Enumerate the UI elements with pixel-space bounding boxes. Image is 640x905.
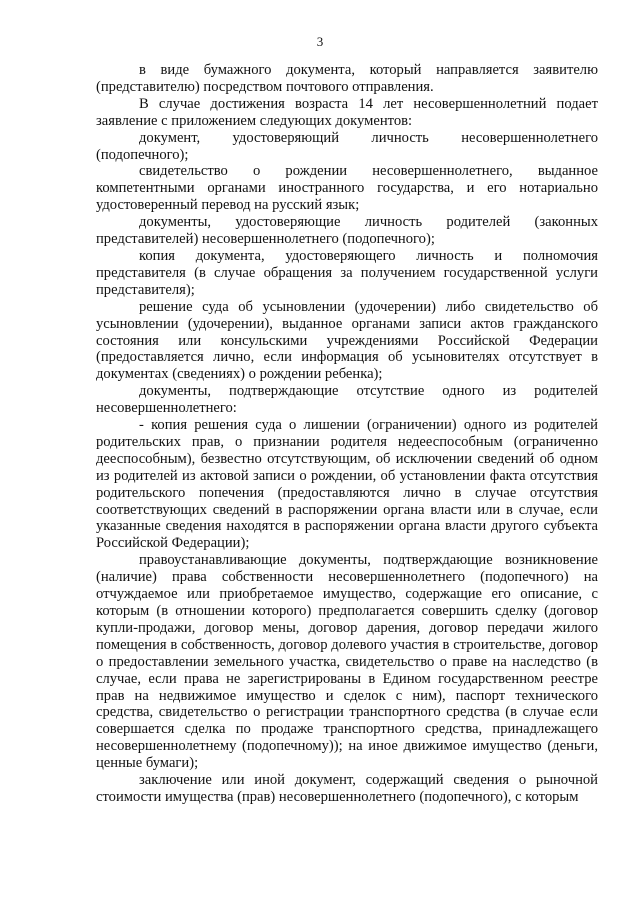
document-body [96, 62, 598, 806]
paragraph-adoption-decision: решение суда об усыновлении (удочерении) либо свидетельство об усыновлении (удочерении), выданное органами записи актов гражданского состояния или консульскими учреждениями Российской Федерации (предоставляется лично, если информация об усыновителях отсутствует в документах (сведениях) о рождении ребенка); [96, 298, 598, 383]
paragraph-birth-certificate: свидетельство о рождении несовершеннолетнего, выданное компетентными органами иностранного государства, и его нотариально удостоверенный перевод на русский язык; [96, 163, 598, 214]
paragraph-parents-identity: документы, удостоверяющие личность родителей (законных представителей) несовершеннолетнего (подопечного); [96, 214, 598, 248]
page-number: 3 [316, 34, 324, 49]
paragraph-identity-document: документ, удостоверяющий личность несовершеннолетнего (подопечного); [96, 129, 598, 163]
paragraph-title-documents: правоустанавливающие документы, подтверждающие возникновение (наличие) права собственности несовершеннолетнего (подопечного) на отчуждаемое или приобретаемое имущество, содержащие его описание, с которым (в отношении которого) предполагается совершить сделку (договор купли-продажи, договор мены, договор дарения, договор передачи жилого помещения в собственность, договор долевого участия в строительстве, договор о предоставлении земельного участка, свидетельство о праве на наследство (в случае, если права не зарегистрированы в Едином государственном реестре прав на недвижимое имущество и сделок с ним), паспорт технического средства, свидетельство о регистрации транспортного средства (в случае если совершается сделка по продаже транспортного средства, принадлежащего несовершеннолетнему (подопечному)); на иное движимое имущество (деньги, ценные бумаги); [96, 552, 598, 772]
paragraph-market-value: заключение или иной документ, содержащий сведения о рыночной стоимости имущества (прав) несовершеннолетнего (подопечного), с которым [96, 772, 598, 805]
paragraph-delivery-method: в виде бумажного документа, который направляется заявителю (представителю) посредством почтового отправления. [96, 62, 598, 95]
paragraph-age-14-intro: В случае достижения возраста 14 лет несовершеннолетний подает заявление с приложением следующих документов: [96, 95, 598, 129]
paragraph-representative-copy: копия документа, удостоверяющего личность и полномочия представителя (в случае обращения за получением государственной услуги представителя); [96, 247, 598, 298]
paragraph-court-decision-copy: - копия решения суда о лишении (ограничении) одного из родителей родительских прав, о признании родителя недееспособным (ограниченно дееспособным), безвестно отсутствующим, об исключении сведений об одном из родителей из актовой записи о рождении, об установлении факта отсутствия родительского попечения (предоставляются лично в случае отсутствия соответствующих сведений в распоряжении органа власти или в случае, если указанные сведения находятся в распоряжении органа власти другого субъекта Российской Федерации); [96, 417, 598, 552]
paragraph-parent-absence: документы, подтверждающие отсутствие одного из родителей несовершеннолетнего: [96, 383, 598, 417]
